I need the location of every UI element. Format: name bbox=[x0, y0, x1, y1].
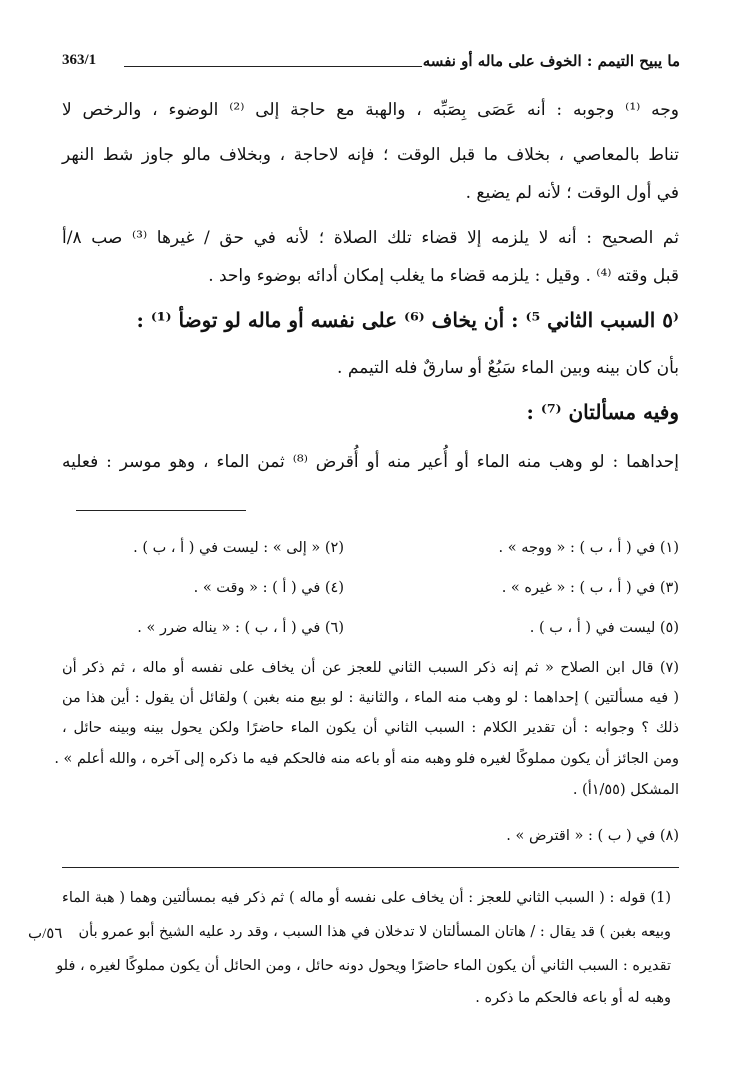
header-rule bbox=[124, 66, 422, 67]
body-line: ثم الصحيح : أنه لا يلزمه إلا قضاء تلك الصلاة ؛ لأنه في حق / غيرها ⁽³⁾ صب ٨/أ bbox=[62, 228, 679, 248]
section-heading-cause: ⁽٥ السبب الثاني ⁵⁾ : أن يخاف ⁽⁶⁾ على نفسه أو ماله لو توضأ ⁽¹⁾ : bbox=[136, 308, 679, 332]
body-line: بأن كان بينه وبين الماء سَبُعٌ أو سارقٌ فله التيمم . bbox=[337, 358, 679, 378]
running-title: ما يبيح التيمم : الخوف على ماله أو نفسه bbox=[422, 52, 680, 70]
footnote-item: (٥) ليست في ( أ ، ب ) . bbox=[529, 620, 679, 636]
footnote-7-line: المشكل (١/٥٥أ) . bbox=[572, 782, 679, 798]
footnote-item: (٣) في ( أ ، ب ) : « غيره » . bbox=[501, 580, 679, 596]
page-header bbox=[62, 52, 680, 80]
footnotes-grid bbox=[62, 540, 679, 650]
commentary-line: (1) قوله : ( السبب الثاني للعجز : أن يخاف على نفسه أو ماله ) ثم ذكر فيه بمسألتين وهما ( هبة الماء bbox=[62, 890, 671, 906]
footnote-7-line: ومن الجائز أن يكون مملوكًا لغيره فلو وهبه منه أو باعه منه فالحكم فيه ما ذكره إلى آخره ، والله أعلم » . bbox=[54, 751, 679, 767]
footnote-divider bbox=[76, 510, 246, 511]
body-line: تناط بالمعاصي ، بخلاف ما قبل الوقت ؛ فإنه لاحاجة ، وبخلاف مالو جاوز شط النهر bbox=[62, 145, 679, 165]
footnote-item: (٦) في ( أ ، ب ) : « يناله ضرر » . bbox=[137, 620, 344, 636]
footnote-7-line: ( فيه مسألتين ) إحداهما : لو وهب منه الماء ، والثانية : لو بيع منه بغبن ) ولقائل أن يقول : أين هذا من bbox=[62, 690, 679, 706]
body-line: قبل وقته ⁽⁴⁾ . وقيل : يلزمه قضاء ما يغلب إمكان أدائه بوضوء واحد . bbox=[208, 266, 679, 286]
section-heading-issues: وفيه مسألتان ⁽⁷⁾ : bbox=[526, 400, 679, 424]
footnote-7-line: (٧) قال ابن الصلاح « ثم إنه ذكر السبب الثاني للعجز عن أن يخاف على نفسه أو ماله ، ثم ذكر أن bbox=[62, 660, 679, 676]
footnote-8: (٨) في ( ب ) : « اقترض » . bbox=[506, 828, 679, 844]
commentary-line: وهبه له أو باعه فالحكم ما ذكره . bbox=[475, 990, 671, 1006]
footnote-item: (٢) « إلى » : ليست في ( أ ، ب ) . bbox=[133, 540, 344, 556]
page-number: 363/1 bbox=[62, 52, 97, 68]
footnote-7-line: ذلك ؟ وجوابه : أن تقدير الكلام : السبب الثاني أن يكون الماء حاضرًا ولكن يحول بينه وبينه حائل ، bbox=[62, 720, 679, 736]
footnote-item: (٤) في ( أ ) : « وقت » . bbox=[193, 580, 344, 596]
commentary-line: تقديره : السبب الثاني أن يكون الماء حاضرًا ويحول دونه حائل ، ومن الحائل أن يكون مملوكًا لغيره ، فلو bbox=[56, 958, 671, 974]
body-line: إحداهما : لو وهب منه الماء أو أُعير منه أو أُقرض ⁽⁸⁾ ثمن الماء ، وهو موسر : فعليه bbox=[62, 452, 679, 472]
footnote-item: (١) في ( أ ، ب ) : « ووجه » . bbox=[498, 540, 679, 556]
commentary-divider bbox=[62, 867, 679, 868]
body-line: وجه ⁽¹⁾ وجوبه : أنه عَصَى بِصَبِّه ، والهبة مع حاجة إلى ⁽²⁾ الوضوء ، والرخص لا bbox=[62, 100, 679, 120]
body-line: في أول الوقت ؛ لأنه لم يضيع . bbox=[465, 183, 679, 203]
margin-folio-note: ٥٦/ب bbox=[28, 926, 63, 942]
commentary-line: وبيعه بغبن ) قد يقال : / هاتان المسألتان لا تدخلان في هذا السبب ، وقد رد عليه الشيخ أبو عمرو بأن bbox=[78, 924, 671, 940]
